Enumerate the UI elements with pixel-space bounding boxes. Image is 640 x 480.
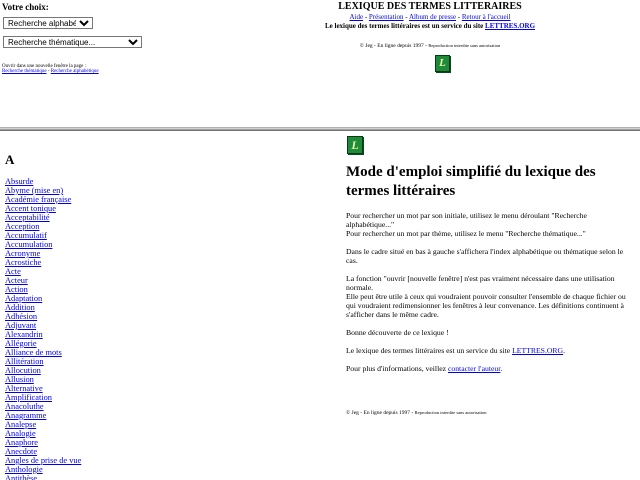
index-term-link[interactable]: Amplification bbox=[5, 393, 52, 402]
index-term-link[interactable]: Adjuvant bbox=[5, 321, 37, 330]
index-item bbox=[5, 375, 81, 384]
nav-presentation-link[interactable]: Présentation bbox=[368, 13, 404, 21]
nav-separator: - bbox=[403, 13, 409, 21]
index-item bbox=[5, 177, 81, 186]
index-term-link[interactable]: Anecdote bbox=[5, 447, 38, 456]
link-separator: - bbox=[46, 69, 51, 74]
index-term-link[interactable]: Allégorie bbox=[5, 339, 37, 348]
instruction-theme: Pour rechercher un mot par thème, utilisez le menu "Recherche thématique..." bbox=[346, 229, 586, 238]
nav-separator: - bbox=[363, 13, 369, 21]
lettres-org-link[interactable]: LETTRES.ORG bbox=[512, 346, 564, 355]
index-term-link[interactable]: Action bbox=[5, 285, 28, 294]
index-item bbox=[5, 438, 81, 447]
index-item bbox=[5, 348, 81, 357]
index-letter-heading: A bbox=[5, 152, 15, 167]
book-logo-icon[interactable]: L bbox=[435, 55, 450, 72]
index-term-link[interactable]: Acteur bbox=[5, 276, 28, 285]
copyright-text: © Jeg - En ligne depuis 1997 - bbox=[346, 410, 415, 416]
index-term-link[interactable]: Anaphore bbox=[5, 438, 39, 447]
index-item bbox=[5, 339, 81, 348]
index-item bbox=[5, 240, 81, 249]
main-frame bbox=[330, 131, 640, 480]
open-new-window-note: Ouvrir dans une nouvelle fenêtre la page : bbox=[2, 64, 86, 69]
index-item bbox=[5, 411, 81, 420]
index-item bbox=[5, 321, 81, 330]
main-title: Mode d'emploi simplifié du lexique des termes littéraires bbox=[346, 164, 596, 199]
index-term-link[interactable]: Allocution bbox=[5, 366, 41, 375]
index-term-link[interactable]: Accumulatif bbox=[5, 231, 47, 240]
index-term-link[interactable]: Addition bbox=[5, 303, 35, 312]
index-item bbox=[5, 267, 81, 276]
index-item bbox=[5, 447, 81, 456]
lettres-org-link[interactable]: LETTRES.ORG bbox=[485, 22, 536, 30]
new-window-paragraph bbox=[346, 274, 636, 319]
index-term-link[interactable]: Allitération bbox=[5, 357, 44, 366]
index-term-link[interactable]: Allusion bbox=[5, 375, 34, 384]
open-thematic-link[interactable]: Recherche thématique bbox=[2, 69, 47, 74]
index-item bbox=[5, 456, 81, 465]
index-item bbox=[5, 213, 81, 222]
index-item bbox=[5, 303, 81, 312]
index-item bbox=[5, 231, 81, 240]
contact-paragraph bbox=[346, 364, 636, 373]
open-alphabetic-link[interactable]: Recherche alphabétique bbox=[50, 69, 99, 74]
main-copyright bbox=[346, 409, 487, 417]
index-term-link[interactable]: Adhésion bbox=[5, 312, 38, 321]
index-term-link[interactable]: Analogie bbox=[5, 429, 36, 438]
header-tagline bbox=[320, 22, 540, 31]
choice-title: Votre choix: bbox=[2, 2, 49, 12]
index-term-link[interactable]: Anagramme bbox=[5, 411, 47, 420]
book-logo-icon: L bbox=[347, 136, 363, 154]
contact-suffix: . bbox=[500, 364, 503, 373]
index-item bbox=[5, 249, 81, 258]
index-item bbox=[5, 420, 81, 429]
index-item bbox=[5, 186, 81, 195]
index-term-link[interactable]: Anthologie bbox=[5, 465, 43, 474]
index-item bbox=[5, 330, 81, 339]
index-term-link[interactable]: Acception bbox=[5, 222, 40, 231]
instructions-paragraph bbox=[346, 211, 636, 238]
open-new-window-links bbox=[2, 69, 99, 75]
index-term-link[interactable]: Abyme (mise en) bbox=[5, 186, 64, 195]
nav-help-link[interactable]: Aide bbox=[349, 13, 364, 21]
index-term-link[interactable]: Alexandrin bbox=[5, 330, 43, 339]
index-frame bbox=[0, 131, 330, 480]
index-item bbox=[5, 195, 81, 204]
service-paragraph bbox=[346, 346, 636, 355]
index-term-link[interactable]: Accent tonique bbox=[5, 204, 56, 213]
index-item bbox=[5, 312, 81, 321]
index-term-link[interactable]: Acceptabilité bbox=[5, 213, 50, 222]
contact-text: Pour plus d'informations, veillez bbox=[346, 364, 448, 373]
alphabetic-search-select[interactable] bbox=[3, 17, 93, 29]
index-item bbox=[5, 429, 81, 438]
main-body bbox=[346, 211, 636, 382]
copyright-text: © Jeg - En ligne depuis 1997 - bbox=[359, 43, 429, 49]
service-suffix: . bbox=[563, 346, 566, 355]
top-frame bbox=[0, 0, 640, 127]
index-term-link[interactable]: Académie française bbox=[5, 195, 72, 204]
index-term-link[interactable]: Analepse bbox=[5, 420, 37, 429]
index-term-link[interactable]: Absurde bbox=[5, 177, 34, 186]
new-window-detail: Elle peut être utile à ceux qui voudraient pouvoir consulter l'ensemble de chaque fichier ou qui voudraient redimensionner les fenêtres à leur convenance. Les définitions continuent à s'afficher dans le même cadre. bbox=[346, 292, 626, 319]
nav-home-link[interactable]: Retour à l'accueil bbox=[461, 13, 511, 21]
index-item bbox=[5, 204, 81, 213]
index-item bbox=[5, 465, 81, 474]
index-item bbox=[5, 285, 81, 294]
index-term-link[interactable]: Antithèse bbox=[5, 474, 38, 480]
index-item bbox=[5, 384, 81, 393]
index-item bbox=[5, 294, 81, 303]
header-nav bbox=[320, 13, 540, 22]
index-item bbox=[5, 258, 81, 267]
index-term-link[interactable]: Angles de prise de vue bbox=[5, 456, 82, 465]
nav-press-album-link[interactable]: Album de presse bbox=[408, 13, 457, 21]
welcome-paragraph: Bonne découverte de ce lexique ! bbox=[346, 328, 449, 337]
index-term-link[interactable]: Adaptation bbox=[5, 294, 43, 303]
index-term-link[interactable]: Acte bbox=[5, 267, 21, 276]
index-term-link[interactable]: Accumulation bbox=[5, 240, 53, 249]
header-copyright bbox=[320, 42, 540, 50]
index-term-link[interactable]: Acrostiche bbox=[5, 258, 42, 267]
index-item bbox=[5, 366, 81, 375]
site-title: LEXIQUE DES TERMES LITTERAIRES bbox=[338, 1, 522, 12]
index-item bbox=[5, 393, 81, 402]
contact-author-link[interactable]: contacter l'auteur bbox=[447, 364, 501, 373]
choice-panel bbox=[2, 2, 182, 74]
index-item bbox=[5, 402, 81, 411]
index-item bbox=[5, 222, 81, 231]
index-item bbox=[5, 276, 81, 285]
header-panel bbox=[320, 1, 540, 50]
nav-separator: - bbox=[456, 13, 462, 21]
index-term-link[interactable]: Acronyme bbox=[5, 249, 41, 258]
index-item bbox=[5, 357, 81, 366]
copyright-small-text: Reproduction interdite sans autorisation bbox=[428, 43, 501, 48]
service-text: Le lexique des termes littéraires est un service du site bbox=[346, 346, 513, 355]
frame-info-paragraph: Dans le cadre situé en bas à gauche s'affichera l'index alphabétique ou thématique selon le cas. bbox=[346, 247, 624, 265]
new-window-note: La fonction "ouvrir [nouvelle fenêtre] n'est pas vraiment nécessaire dans une utilisation normale. bbox=[346, 274, 615, 292]
index-list bbox=[5, 177, 81, 480]
tagline-text: Le lexique des termes littéraires est un service du site bbox=[324, 22, 486, 30]
index-item bbox=[5, 474, 81, 480]
index-term-link[interactable]: Anacoluthe bbox=[5, 402, 44, 411]
index-term-link[interactable]: Alliance de mots bbox=[5, 348, 62, 357]
copyright-small-text: Reproduction interdite sans autorisation bbox=[414, 410, 487, 415]
thematic-search-select[interactable] bbox=[3, 36, 142, 48]
index-term-link[interactable]: Alternative bbox=[5, 384, 43, 393]
instruction-alpha: Pour rechercher un mot par son initiale, utilisez le menu déroulant "Recherche alphabétique..." bbox=[346, 211, 587, 229]
